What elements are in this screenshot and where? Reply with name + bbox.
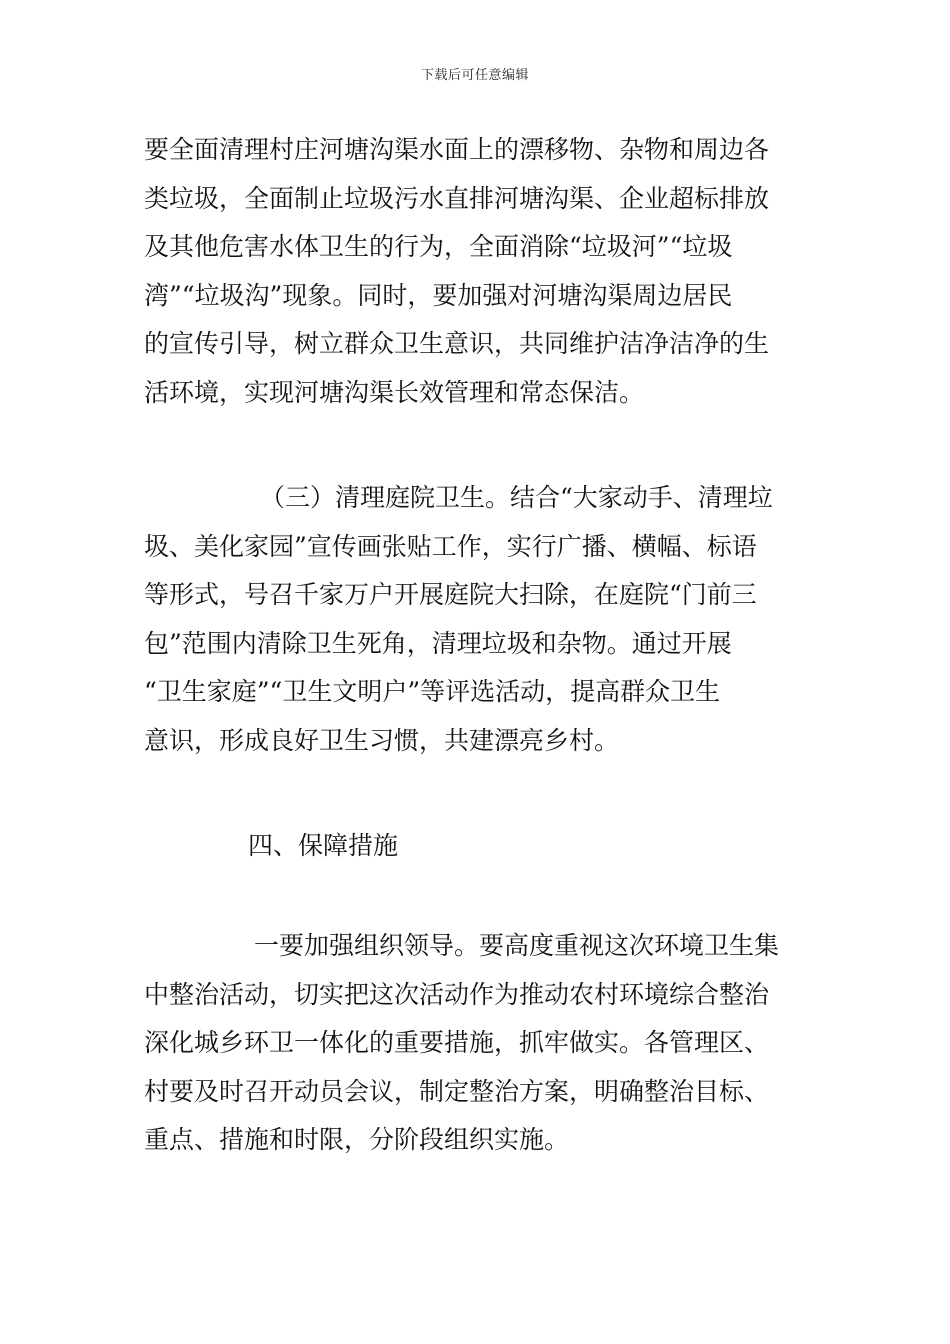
text-line: 湾”“垃圾沟”现象。同时，要加强对河塘沟渠周边居民 <box>144 280 733 310</box>
text-line-indented: （三）清理庭院卫生。结合“大家动手、清理垃 <box>260 483 773 512</box>
section-heading-guarantee-measures <box>144 822 814 871</box>
text-line: 类垃圾，全面制止垃圾污水直排河塘沟渠、企业超标排放 <box>144 183 770 213</box>
text-line: “卫生家庭”“卫生文明户”等评选活动，提高群众卫生 <box>144 677 721 706</box>
text-line: 圾、美化家园”宣传画张贴工作，实行广播、横幅、标语 <box>144 531 757 561</box>
text-line: 活环境，实现河塘沟渠长效管理和常态保洁。 <box>144 377 645 407</box>
text-line: 的宣传引导，树立群众卫生意识，共同维护洁净洁净的生 <box>144 329 770 358</box>
text-line: 中整治活动，切实把这次活动作为推动农村环境综合整治 <box>144 979 770 1009</box>
text-line: 包”范围内清除卫生死角，清理垃圾和杂物。通过开展 <box>144 628 732 658</box>
section-heading: 四、保障措施 <box>248 831 399 860</box>
text-line: 重点、措施和时限，分阶段组织实施。 <box>144 1125 570 1154</box>
text-line: 深化城乡环卫一体化的重要措施，抓牢做实。各管理区、 <box>144 1028 770 1057</box>
text-line-indented: 一要加强组织领导。要高度重视这次环境卫生集 <box>254 931 780 960</box>
text-line: 意识，形成良好卫生习惯，共建漂亮乡村。 <box>144 725 620 755</box>
text-line: 等形式，号召千家万户开展庭院大扫除，在庭院“门前三 <box>144 580 757 609</box>
text-line: 要全面清理村庄河塘沟渠水面上的漂移物、杂物和周边各 <box>144 135 770 164</box>
paragraph-organization-leadership <box>144 922 814 1165</box>
text-line: 村要及时召开动员会议，制定整治方案，明确整治目标、 <box>144 1076 770 1106</box>
paragraph-courtyard-cleanup <box>144 474 814 765</box>
text-line: 及其他危害水体卫生的行为，全面消除“垃圾河”“垃圾 <box>144 232 733 261</box>
page-header: 下载后可任意编辑 <box>420 68 529 83</box>
paragraph-river-cleanup <box>144 126 814 417</box>
